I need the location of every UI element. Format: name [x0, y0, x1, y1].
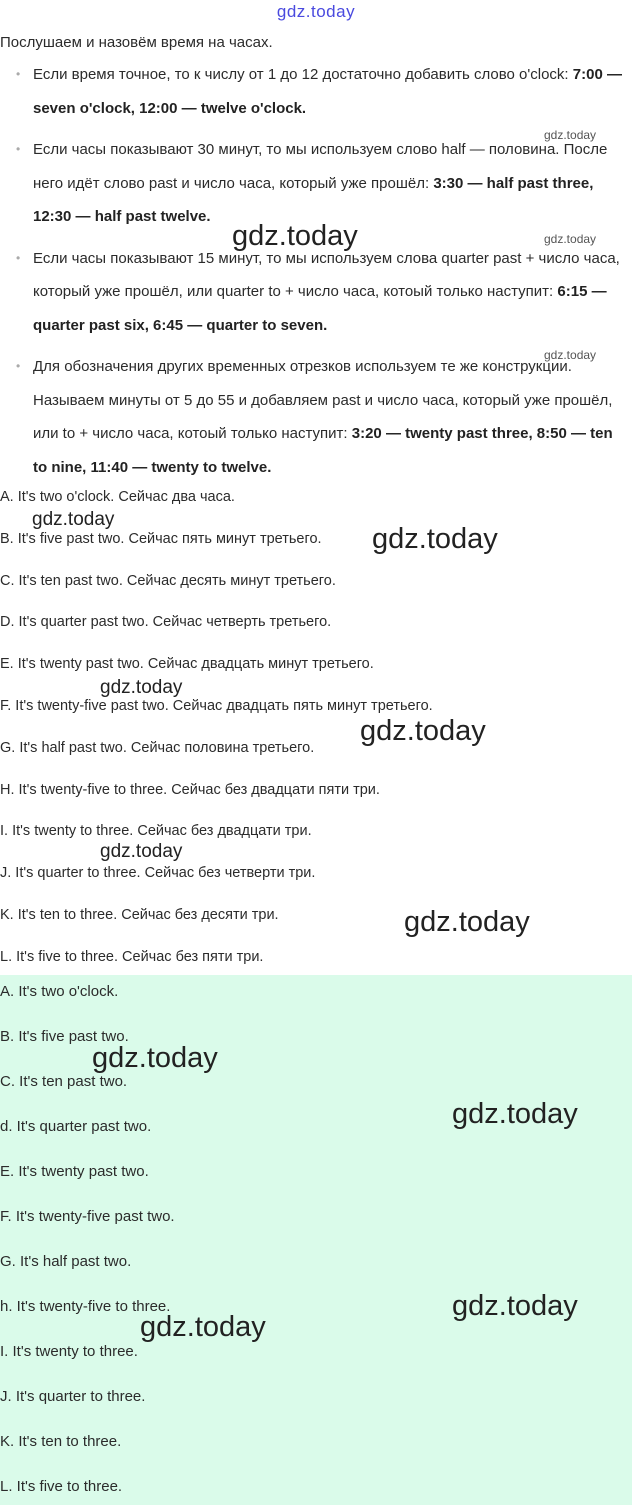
watermark: gdz.today — [372, 523, 498, 555]
example-line: D. It's quarter past two. Сейчас четверть третьего. — [0, 614, 332, 631]
example-line: L. It's five to three. Сейчас без пяти три. — [0, 948, 264, 965]
watermark: gdz.today — [100, 841, 183, 862]
site-watermark-top: gdz.today — [276, 2, 356, 21]
example-line: K. It's ten to three. Сейчас без десяти три. — [0, 907, 279, 923]
watermark: gdz.today — [32, 509, 115, 530]
example-line: J. It's quarter to three. Сейчас без четверти три. — [0, 865, 316, 882]
watermark: gdz.today — [544, 348, 597, 362]
watermark: gdz.today — [544, 232, 597, 246]
example-line: H. It's twenty-five to three. Сейчас без двадцати пяти три. — [0, 781, 380, 798]
rule-example: 3:20 — twenty past three, 8:50 — ten to nine, 11:40 — twenty to twelve. — [33, 425, 613, 476]
answer-line: B. It's five past two. — [0, 1028, 129, 1045]
answer-line: F. It's twenty-five past two. — [0, 1208, 175, 1225]
answer-line: K. It's ten to three. — [0, 1433, 122, 1450]
example-line: E. It's twenty past two. Сейчас двадцать минут третьего. — [0, 656, 374, 673]
answer-line: J. It's quarter to three. — [0, 1388, 146, 1405]
rule-example: 3:30 — half past three, 12:30 — half past twelve. — [33, 174, 594, 225]
watermark: gdz.today — [360, 715, 486, 747]
rule-text: Если часы показывают 30 минут, то мы используем слово half — половина. После него идёт слово past и число часа, который уже прошёл: — [33, 141, 608, 192]
rule-example: 6:15 — quarter past six, 6:45 — quarter to seven. — [33, 283, 607, 334]
example-line: F. It's twenty-five past two. Сейчас двадцать пять минут третьего. — [0, 698, 433, 714]
rule-example: 7:00 — seven o'clock, 12:00 — twelve o'clock. — [33, 66, 622, 117]
answer-line: d. It's quarter past two. — [0, 1118, 152, 1135]
answer-line: G. It's half past two. — [0, 1253, 132, 1270]
answer-line: E. It's twenty past two. — [0, 1163, 149, 1180]
rules-list — [0, 58, 628, 492]
intro-text: Послушаем и назовём время на часах. — [0, 34, 273, 51]
example-line: B. It's five past two. Сейчас пять минут третьего. — [0, 530, 322, 547]
watermark: gdz.today — [100, 677, 183, 698]
watermark: gdz.today — [92, 1042, 218, 1074]
watermark: gdz.today — [404, 906, 530, 938]
watermark: gdz.today — [452, 1098, 578, 1130]
watermark: gdz.today — [452, 1290, 578, 1322]
example-line: C. It's ten past two. Сейчас десять минут третьего. — [0, 572, 336, 589]
rule-text: Если время точное, то к числу от 1 до 12 достаточно добавить слово o'clock: — [33, 66, 573, 83]
example-line: I. It's twenty to three. Сейчас без двадцати три. — [0, 823, 312, 840]
rule-item — [33, 242, 628, 343]
example-line: A. It's two o'clock. Сейчас два часа. — [0, 489, 235, 505]
rule-item — [33, 350, 628, 484]
answer-line: A. It's two o'clock. — [0, 983, 119, 1000]
watermark: gdz.today — [544, 128, 597, 142]
example-line: G. It's half past two. Сейчас половина третьего. — [0, 739, 315, 756]
rule-text: Если часы показывают 15 минут, то мы используем слова quarter past + число часа, который уже прошёл, или quarter to + число часа, котоый только наступит: — [33, 249, 620, 300]
watermark: gdz.today — [140, 1311, 266, 1343]
answer-line: L. It's five to three. — [0, 1478, 123, 1495]
answer-line: C. It's ten past two. — [0, 1073, 128, 1090]
rule-text: Для обозначения других временных отрезков используем те же конструкции. Называем минуты от 5 до 55 и добавляем past и число часа, который уже прошёл, или to + число часа, котоый только наступит: — [33, 358, 613, 442]
rule-item — [33, 58, 628, 125]
rule-item — [33, 133, 628, 234]
answer-line: I. It's twenty to three. — [0, 1343, 138, 1360]
answer-line: h. It's twenty-five to three. — [0, 1298, 171, 1315]
watermark: gdz.today — [232, 220, 358, 252]
